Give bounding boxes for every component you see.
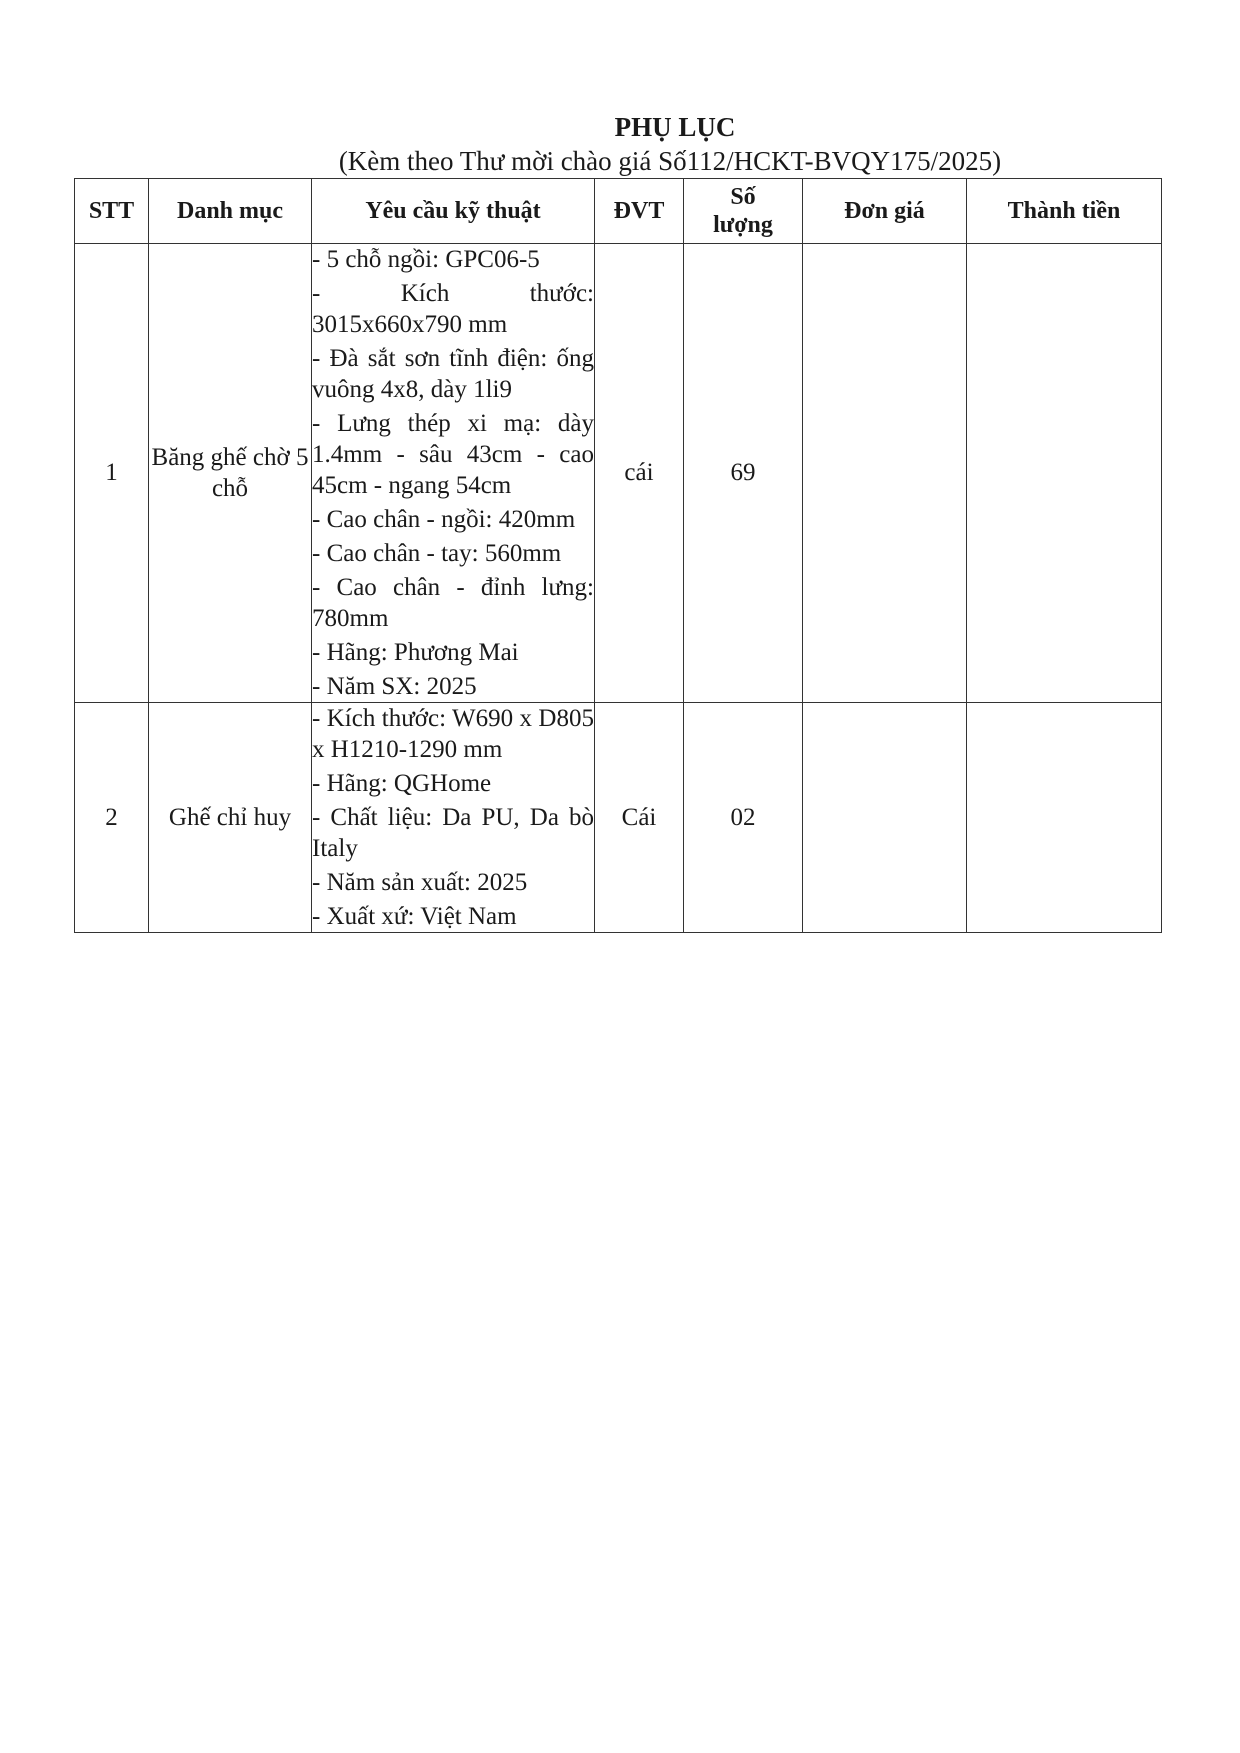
- table-header-row: [75, 179, 1162, 244]
- header-unit: ĐVT: [595, 179, 684, 244]
- header-stt: STT: [75, 179, 149, 244]
- spec-line: - Lưng thép xi mạ: dày 1.4mm - sâu 43cm - cao 45cm - ngang 54cm: [312, 410, 594, 499]
- row-specs: [312, 244, 595, 703]
- spec-line: - Kích thước: 3015x660x790 mm: [312, 280, 594, 338]
- spec-line: - Hãng: QGHome: [312, 770, 492, 797]
- spec-line: - Chất liệu: Da PU, Da bò Italy: [312, 804, 594, 862]
- row-unit: cái: [595, 244, 684, 703]
- spec-line: - Kích thước: W690 x D805 x H1210-1290 mm: [312, 705, 594, 763]
- table-row: [75, 703, 1162, 933]
- row-unit: Cái: [595, 703, 684, 933]
- row-total: [967, 703, 1162, 933]
- row-name: Ghế chỉ huy: [149, 703, 312, 933]
- header-unit-price: Đơn giá: [803, 179, 967, 244]
- table-row: [75, 244, 1162, 703]
- header-category: Danh mục: [149, 179, 312, 244]
- spec-line: - Đà sắt sơn tĩnh điện: ống vuông 4x8, dày 1li9: [312, 345, 594, 403]
- spec-line: - 5 chỗ ngồi: GPC06-5: [312, 246, 540, 273]
- row-unit-price: [803, 244, 967, 703]
- row-unit-price: [803, 703, 967, 933]
- row-specs: [312, 703, 595, 933]
- row-total: [967, 244, 1162, 703]
- header-quantity-line2: lượng: [713, 212, 773, 238]
- row-quantity: 69: [684, 244, 803, 703]
- document-subtitle: (Kèm theo Thư mời chào giá Số112/HCKT-BVQY175/2025): [338, 146, 1002, 176]
- spec-line: - Cao chân - tay: 560mm: [312, 540, 562, 567]
- spec-line: - Cao chân - ngồi: 420mm: [312, 506, 576, 533]
- row-stt: 1: [75, 244, 149, 703]
- spec-line: - Hãng: Phương Mai: [312, 639, 519, 666]
- row-stt: 2: [75, 703, 149, 933]
- header-quantity-line1: Số: [730, 184, 756, 210]
- spec-line: - Xuất xứ: Việt Nam: [312, 903, 517, 930]
- document-title: PHỤ LỤC: [614, 112, 736, 142]
- header-quantity: [684, 179, 803, 244]
- row-name: Băng ghế chờ 5 chỗ: [149, 244, 312, 703]
- appendix-table: [74, 178, 1162, 933]
- header-total: Thành tiền: [967, 179, 1162, 244]
- spec-line: - Cao chân - đỉnh lưng: 780mm: [312, 574, 594, 632]
- header-spec: Yêu cầu kỹ thuật: [312, 179, 595, 244]
- spec-line: - Năm sản xuất: 2025: [312, 869, 528, 896]
- spec-line: - Năm SX: 2025: [312, 673, 477, 700]
- row-quantity: 02: [684, 703, 803, 933]
